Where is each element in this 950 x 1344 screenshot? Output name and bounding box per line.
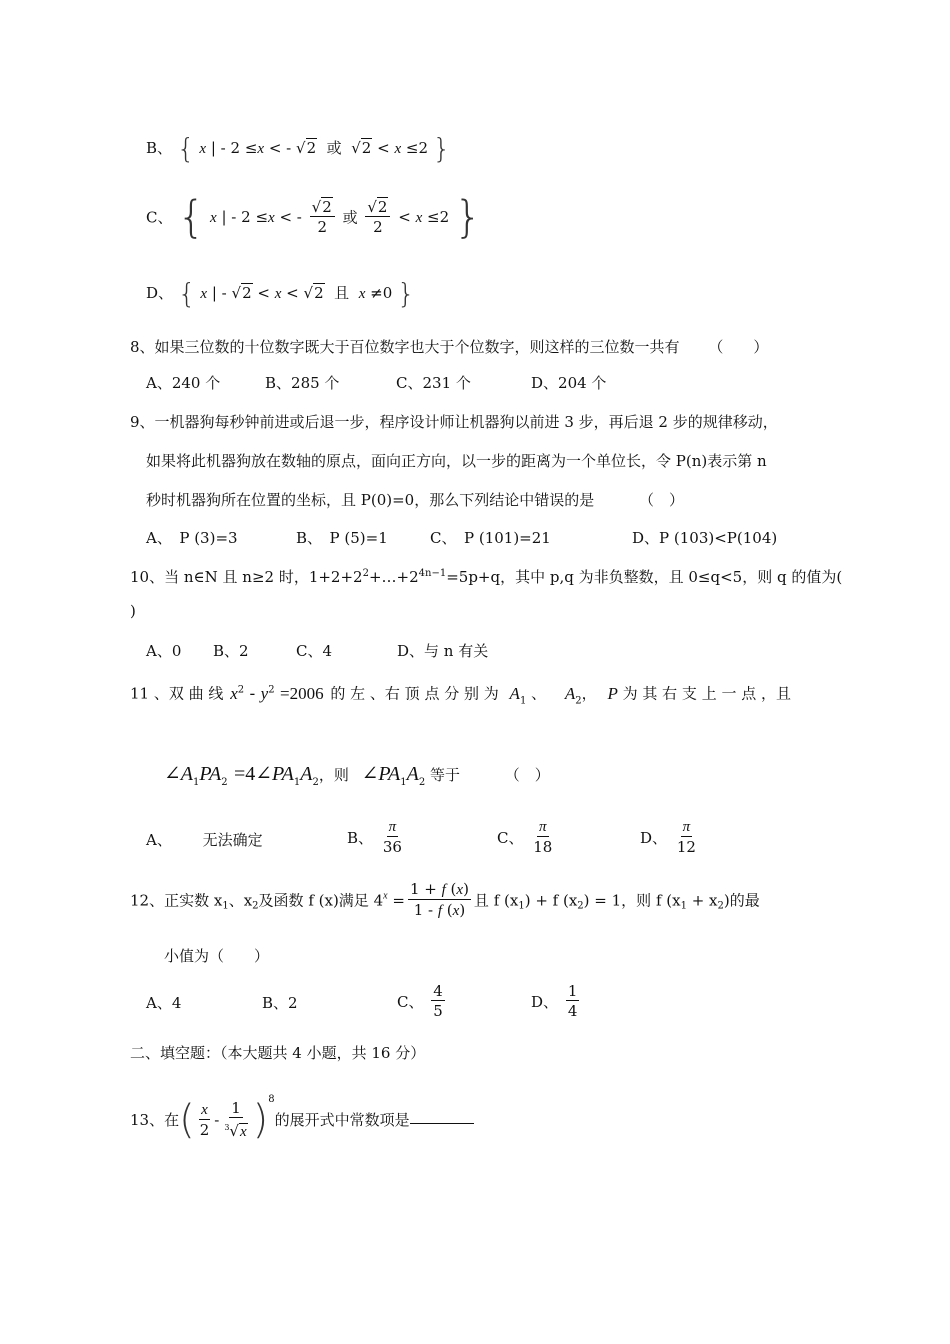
q12-option-a: A、4 [146, 994, 182, 1012]
q10-option-a: A、0 [146, 642, 182, 660]
answer-blank[interactable] [410, 1109, 474, 1124]
q10-option-b: B、2 [213, 642, 249, 660]
left-brace: { [176, 132, 195, 165]
q11-line-2: $\angle A_1PA_2$ $=4\angle PA_1A_2$，则 $\angle PA_1A_2$ 等于 （ ） [164, 761, 550, 788]
q12-option-b: B、2 [262, 994, 298, 1012]
q9-line-3: 秒时机器狗所在位置的坐标，且 P(0)=0，那么下列结论中错误的是 （ ） [146, 491, 685, 509]
q11-option-b: B、 $\frac{\pi}{36}$ [347, 819, 402, 856]
right-brace: } [432, 132, 451, 165]
q10-line-1: 10、当 n∈N 且 n≥2 时，$1+2+2^2+\dots+2^{4n-1}=5p+q$，其中 p,q 为非负整数，且 0≤q<5，则 q 的值为( [130, 568, 843, 586]
q7-option-c: C、 { x | - 2 ≤x < - $\frac{√2}{2}$ 或 $\frac{√2}{2}$ < x ≤2 } [146, 191, 482, 243]
q12-line-1: 12、正实数 $x_1$、$x_2$及函数 f (x)满足 4$^x$ = $\frac{1 + f (x)}{1 - f (x)}$ 且 f $(x_1) + f$ $(x_2) = 1$，则 f $(x_1 + x_2)$的最 [130, 880, 760, 919]
q11-option-c: C、 $\frac{\pi}{18}$ [497, 819, 553, 856]
q9-line-1: 9、一机器狗每秒钟前进或后退一步，程序设计师让机器狗以前进 3 步，再后退 2 步的规律移动， [130, 413, 778, 431]
q9-option-d: D、P (103)<P(104) [632, 529, 778, 547]
q12-option-c: C、 $\frac{4}{5}$ [397, 982, 443, 1020]
q8-option-c: C、231 个 [396, 374, 471, 392]
q9-option-b: B、 P (5)=1 [296, 529, 388, 547]
q10-line-2: ) [130, 602, 136, 620]
q10-option-c: C、4 [296, 642, 333, 660]
q9-option-a: A、 P (3)=3 [146, 529, 238, 547]
q8-option-d: D、204 个 [531, 374, 607, 392]
q11-option-d: D、 $\frac{\pi}{12}$ [640, 819, 696, 856]
q8-option-a: A、240 个 [146, 374, 221, 392]
q13: 13、在( $\frac{x}{2}$ - $\frac{1}{^3√x}$ )$^8$的展开式中常数项是 [130, 1090, 474, 1142]
q7-option-d: D、 { x | - √2 < x < √2 且 x ≠0 } [146, 277, 415, 310]
q12-option-d: D、 $\frac{1}{4}$ [531, 982, 578, 1020]
q12-line-2: 小值为（ ） [164, 947, 270, 965]
section-2-heading: 二、填空题：（本大题共 4 小题，共 16 分） [130, 1044, 426, 1062]
q8-option-b: B、285 个 [265, 374, 340, 392]
q11-line-1: 11 、双 曲 线 $x^2 - y^2 =2006$ 的 左 、右 顶 点 分 别 为 $A_1$ 、 $A_2$， P 为 其 右 支 上 一 点 ，且 [130, 683, 792, 707]
q9-option-c: C、 P (101)=21 [430, 529, 551, 547]
q8-stem: 8、如果三位数的十位数字既大于百位数字也大于个位数字，则这样的三位数一共有 （ ） [130, 338, 769, 356]
q7-option-b: B、 { x | - 2 ≤x < - √2 或 √2 < x ≤2 } [146, 132, 451, 165]
q10-option-d: D、与 n 有关 [397, 642, 489, 660]
q9-line-2: 如果将此机器狗放在数轴的原点，面向正方向，以一步的距离为一个单位长，令 P(n)表示第 n [146, 452, 767, 470]
q11-option-a: A、 无法确定 [146, 831, 263, 849]
